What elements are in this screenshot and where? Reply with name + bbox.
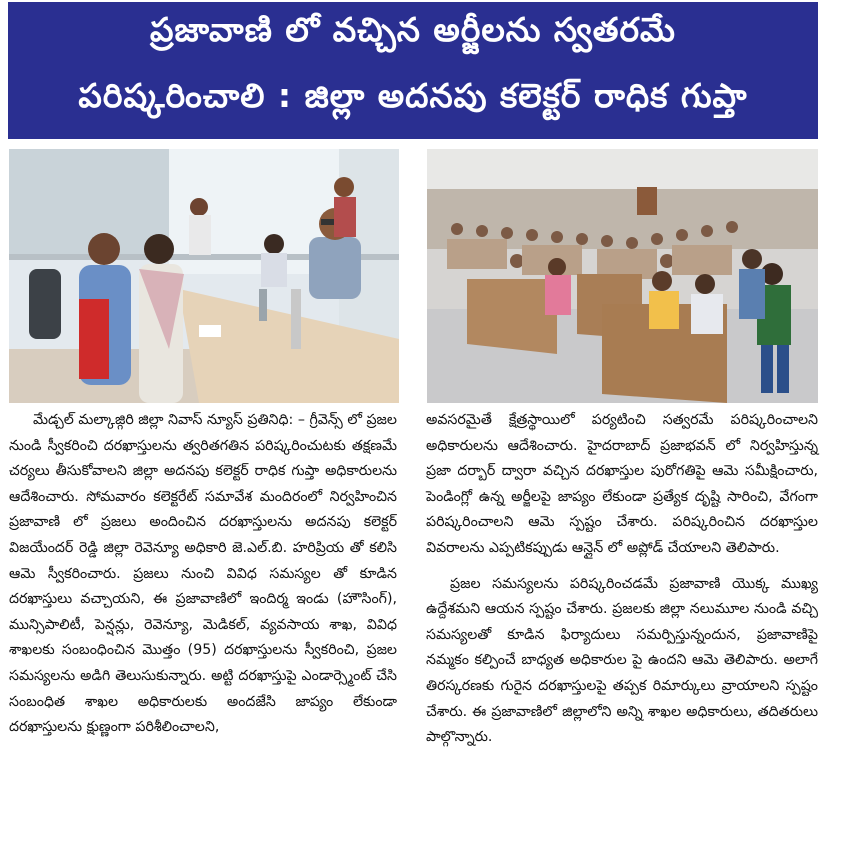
article-column-left [9,408,397,741]
photo-meeting-desk [9,149,399,403]
article-paragraph: అవసరమైతే క్షేత్రస్థాయిలో పర్యటించి సత్వరమే పరిష్కరించాలని అధికారులను ఆదేశించారు. హైదరాబాద్ ప్రజాభవన్ లో నిర్వహిస్తున్న ప్రజా దర్బార్ ద్వారా వచ్చిన దరఖాస్తుల పురోగతిపై ఆమె సమీక్షించారు, పెండింగ్లో ఉన్న అర్జీలపై జాప్యం లేకుండా ప్రత్యేక దృష్టి సారించి, వేగంగా పరిష్కరించాలని ఆమె స్పష్టం చేశారు. పరిష్కరించిన దరఖాస్తుల వివరాలను ఎప్పటికప్పుడు ఆన్లైన్ లో అప్లోడ్ చేయాలని తెలిపారు. [426,412,818,556]
photo-meeting-hall [427,149,818,403]
article-paragraph: మేడ్చల్ మల్కాజ్గిరి జిల్లా నివాస్ న్యూస్ ప్రతినిధి: – గ్రీవెన్స్ లో ప్రజల నుండి స్వీకరించి దరఖాస్తులను త్వరితగతిన పరిష్కరించుటకు తక్షణమే చర్యలు తీసుకోవాలని జిల్లా అదనపు కలెక్టర్ రాధిక గుప్తా అధికారులను ఆదేశించారు. సోమవారం కలెక్టరేట్ సమావేశ మందిరంలో నిర్వహించిన ప్రజావాణి లో ప్రజలు అందించిన దరఖాస్తులను అదనపు కలెక్టర్ విజయేందర్ రెడ్డి జిల్లా రెవెన్యూ అధికారి జె.ఎల్.బి. హరిప్రియ తో కలిసి ఆమె స్వీకరించారు. ప్రజలు నుంచి వివిధ సమస్యల తో కూడిన దరఖాస్తులు వచ్చాయని, ఈ ప్రజావాణిలో ఇందిర్మ ఇండు (హౌసింగ్), మున్సిపాలిటీ, పెన్షన్లు, రెవెన్యూ, మెడికల్, వ్యవసాయ శాఖ, వివిధ శాఖలకు సంబంధించిన మొత్తం (95) దరఖాస్తులను స్వీకరించి, ప్రజల సమస్యలను అడిగి తెలుసుకున్నారు. అట్టి దరఖాస్తుపై ఎండార్స్మెంట్ చేసి సంబంధిత శాఖల అధికారులకు అందజేసి జాప్యం లేకుండా దరఖాస్తులను క్షుణ్ణంగా పరిశీలించాలని, [9,412,397,736]
headline-banner [8,2,818,139]
article-column-right [426,408,818,751]
article-paragraph: ప్రజల సమస్యలను పరిష్కరించడమే ప్రజావాణి యొక్క ముఖ్య ఉద్దేశమని ఆయన స్పష్టం చేశారు. ప్రజలకు జిల్లా నలుమూల నుండి వచ్చి సమస్యలతో కూడిన ఫిర్యాదులు సమర్పిస్తున్నందున, ప్రజావాణిపై నమ్మకం కల్పించే బాధ్యత అధికారుల పై ఉందని ఆమె తెలిపారు. అలాగే తిరస్కరణకు గురైన దరఖాస్తులపై తప్పక రిమార్కులు వ్రాయాలని స్పష్టం చేశారు. ఈ ప్రజావాణిలో జిల్లాలోని అన్ని శాఖల అధికారులు, తదితరులు పాల్గొన్నారు. [426,575,818,746]
headline-line-2: పరిష్కరించాలి : జిల్లా అదనపు కలెక్టర్ రాధిక గుప్తా [78,76,748,115]
headline-line-1: ప్రజావాణి లో వచ్చిన అర్జీలను స్వతరమే [150,10,676,49]
